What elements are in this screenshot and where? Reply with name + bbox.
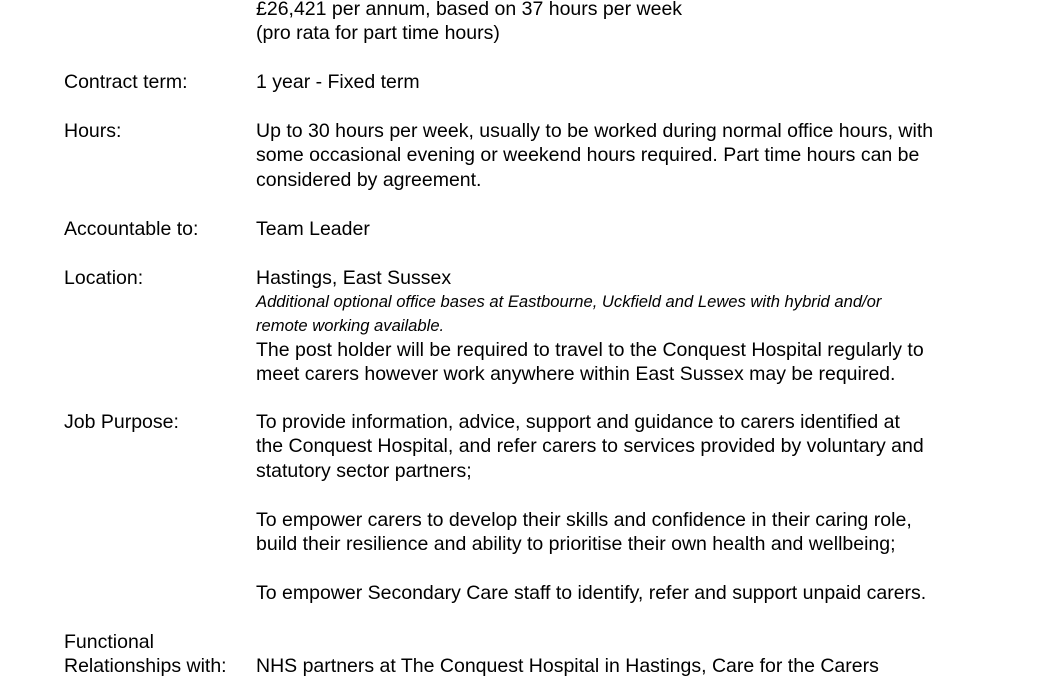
job-purpose-para2 [256, 508, 1016, 557]
functional-relationships-label-line: Relationships with: [64, 655, 227, 678]
job-purpose-line: To empower carers to develop their skills and confidence in their caring role, [256, 509, 912, 531]
hours-label: Hours: [64, 120, 122, 142]
location-note-line: remote working available. [256, 316, 445, 336]
hours-line: some occasional evening or weekend hours required. Part time hours can be [256, 144, 920, 167]
hours-line: Up to 30 hours per week, usually to be worked during normal office hours, with [256, 120, 934, 142]
job-purpose-line: the Conquest Hospital, and refer carers to services provided by voluntary and [256, 435, 924, 458]
location-value [256, 266, 1016, 387]
job-purpose-value [256, 410, 1016, 483]
location-line: Hastings, East Sussex [256, 267, 452, 289]
functional-relationships-label-line: Functional [64, 631, 154, 653]
job-purpose-label: Job Purpose: [64, 411, 179, 433]
contract-term-label: Contract term: [64, 71, 188, 93]
salary-line: (pro rata for part time hours) [256, 22, 500, 45]
job-purpose-line: To empower Secondary Care staff to identify, refer and support unpaid carers. [256, 582, 927, 604]
location-travel-line: The post holder will be required to travel to the Conquest Hospital regularly to [256, 339, 924, 361]
job-purpose-line: build their resilience and ability to prioritise their own health and wellbeing; [256, 533, 896, 556]
accountable-to-value [256, 217, 1016, 241]
salary-value [256, 0, 1016, 46]
contract-term-line: 1 year - Fixed term [256, 71, 420, 93]
hours-line: considered by agreement. [256, 168, 482, 191]
hours-value [256, 119, 1016, 192]
job-purpose-para3 [256, 581, 1016, 605]
accountable-to-line: Team Leader [256, 218, 370, 240]
functional-relationships-line: NHS partners at The Conquest Hospital in Hastings, Care for the Carers [256, 655, 879, 677]
job-purpose-line: statutory sector partners; [256, 459, 472, 482]
contract-term-value [256, 70, 1016, 94]
location-label: Location: [64, 267, 144, 289]
accountable-to-label: Accountable to: [64, 218, 199, 240]
location-note-line: Additional optional office bases at Eastbourne, Uckfield and Lewes with hybrid and/or [256, 292, 882, 312]
location-travel-line: meet carers however work anywhere within East Sussex may be required. [256, 363, 896, 386]
job-purpose-line: To provide information, advice, support and guidance to carers identified at [256, 411, 900, 433]
functional-relationships-label [64, 630, 227, 679]
salary-line: £26,421 per annum, based on 37 hours per week [256, 0, 683, 20]
